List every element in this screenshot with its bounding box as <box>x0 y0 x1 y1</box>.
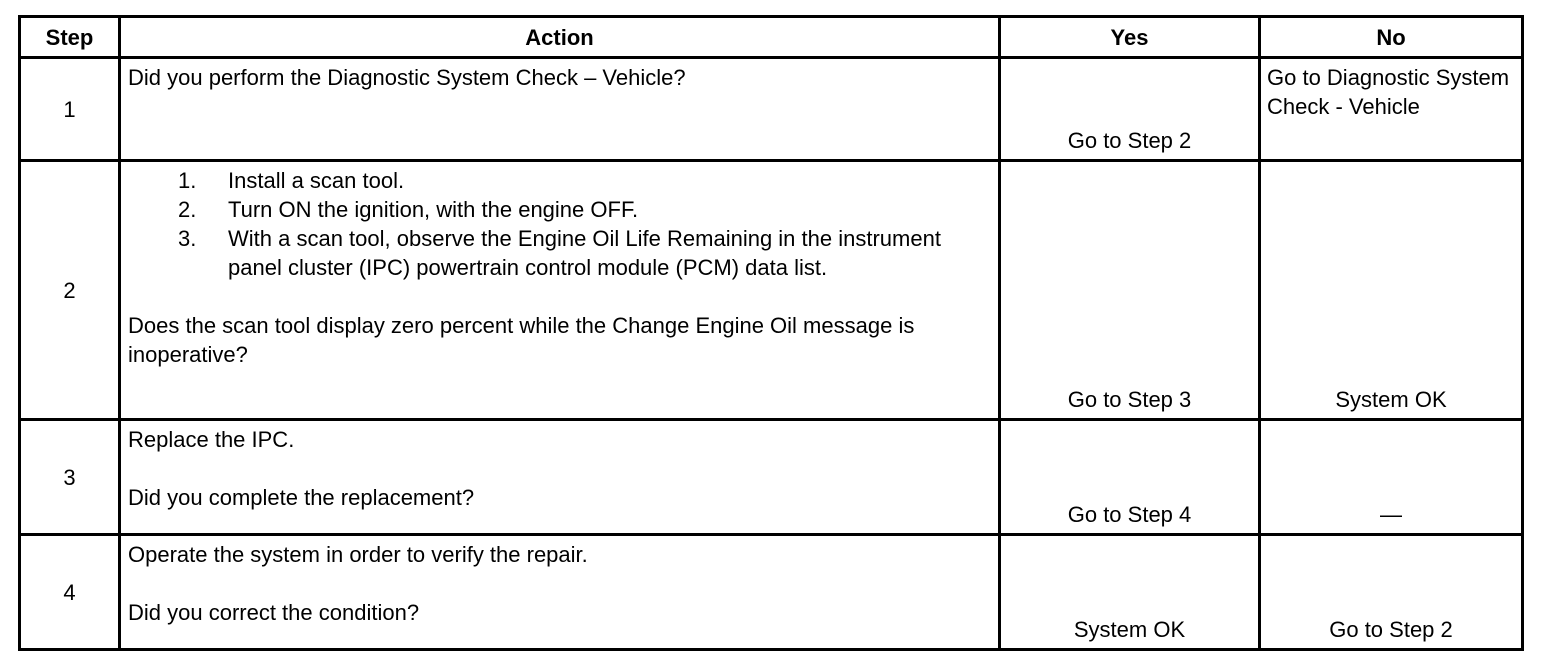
spacer <box>128 454 990 483</box>
diagnostic-table <box>18 15 1524 651</box>
action-instruction: Operate the system in order to verify the repair. <box>128 542 588 567</box>
action-question: Does the scan tool display zero percent while the Change Engine Oil message is inoperative? <box>128 313 915 367</box>
yes-cell: Go to Step 3 <box>1000 161 1260 420</box>
action-cell <box>120 420 1000 535</box>
table-row <box>20 535 1523 650</box>
spacer <box>128 569 990 598</box>
action-cell <box>120 58 1000 161</box>
list-item <box>128 195 990 224</box>
no-cell: Go to Step 2 <box>1260 535 1523 650</box>
action-instruction: Replace the IPC. <box>128 427 295 452</box>
step-number: 4 <box>20 535 120 650</box>
list-item <box>128 166 990 195</box>
table-row <box>20 58 1523 161</box>
no-cell: Go to Diagnostic System Check - Vehicle <box>1260 58 1523 161</box>
table-row <box>20 420 1523 535</box>
step-number: 3 <box>20 420 120 535</box>
list-item-text: Install a scan tool. <box>228 168 405 193</box>
header-step: Step <box>20 17 120 58</box>
list-item <box>128 224 990 282</box>
list-item-number: 3. <box>178 226 197 251</box>
step-number: 1 <box>20 58 120 161</box>
header-no: No <box>1260 17 1523 58</box>
action-cell <box>120 535 1000 650</box>
list-item-number: 2. <box>178 197 197 222</box>
no-cell: — <box>1260 420 1523 535</box>
action-question: Did you complete the replacement? <box>128 485 475 510</box>
action-question: Did you correct the condition? <box>128 600 420 625</box>
header-action: Action <box>120 17 1000 58</box>
no-cell: System OK <box>1260 161 1523 420</box>
table-row <box>20 161 1523 420</box>
yes-cell: Go to Step 4 <box>1000 420 1260 535</box>
action-question: Did you perform the Diagnostic System Check – Vehicle? <box>128 65 686 90</box>
spacer <box>128 282 990 311</box>
action-cell <box>120 161 1000 420</box>
list-item-text: With a scan tool, observe the Engine Oil Life Remaining in the instrument panel cluster (IPC) powertrain control module (PCM) data list. <box>228 226 941 280</box>
header-yes: Yes <box>1000 17 1260 58</box>
yes-cell: System OK <box>1000 535 1260 650</box>
action-step-list <box>128 166 990 282</box>
yes-cell: Go to Step 2 <box>1000 58 1260 161</box>
step-number: 2 <box>20 161 120 420</box>
list-item-number: 1. <box>178 168 197 193</box>
list-item-text: Turn ON the ignition, with the engine OFF. <box>228 197 639 222</box>
header-row <box>20 17 1523 58</box>
